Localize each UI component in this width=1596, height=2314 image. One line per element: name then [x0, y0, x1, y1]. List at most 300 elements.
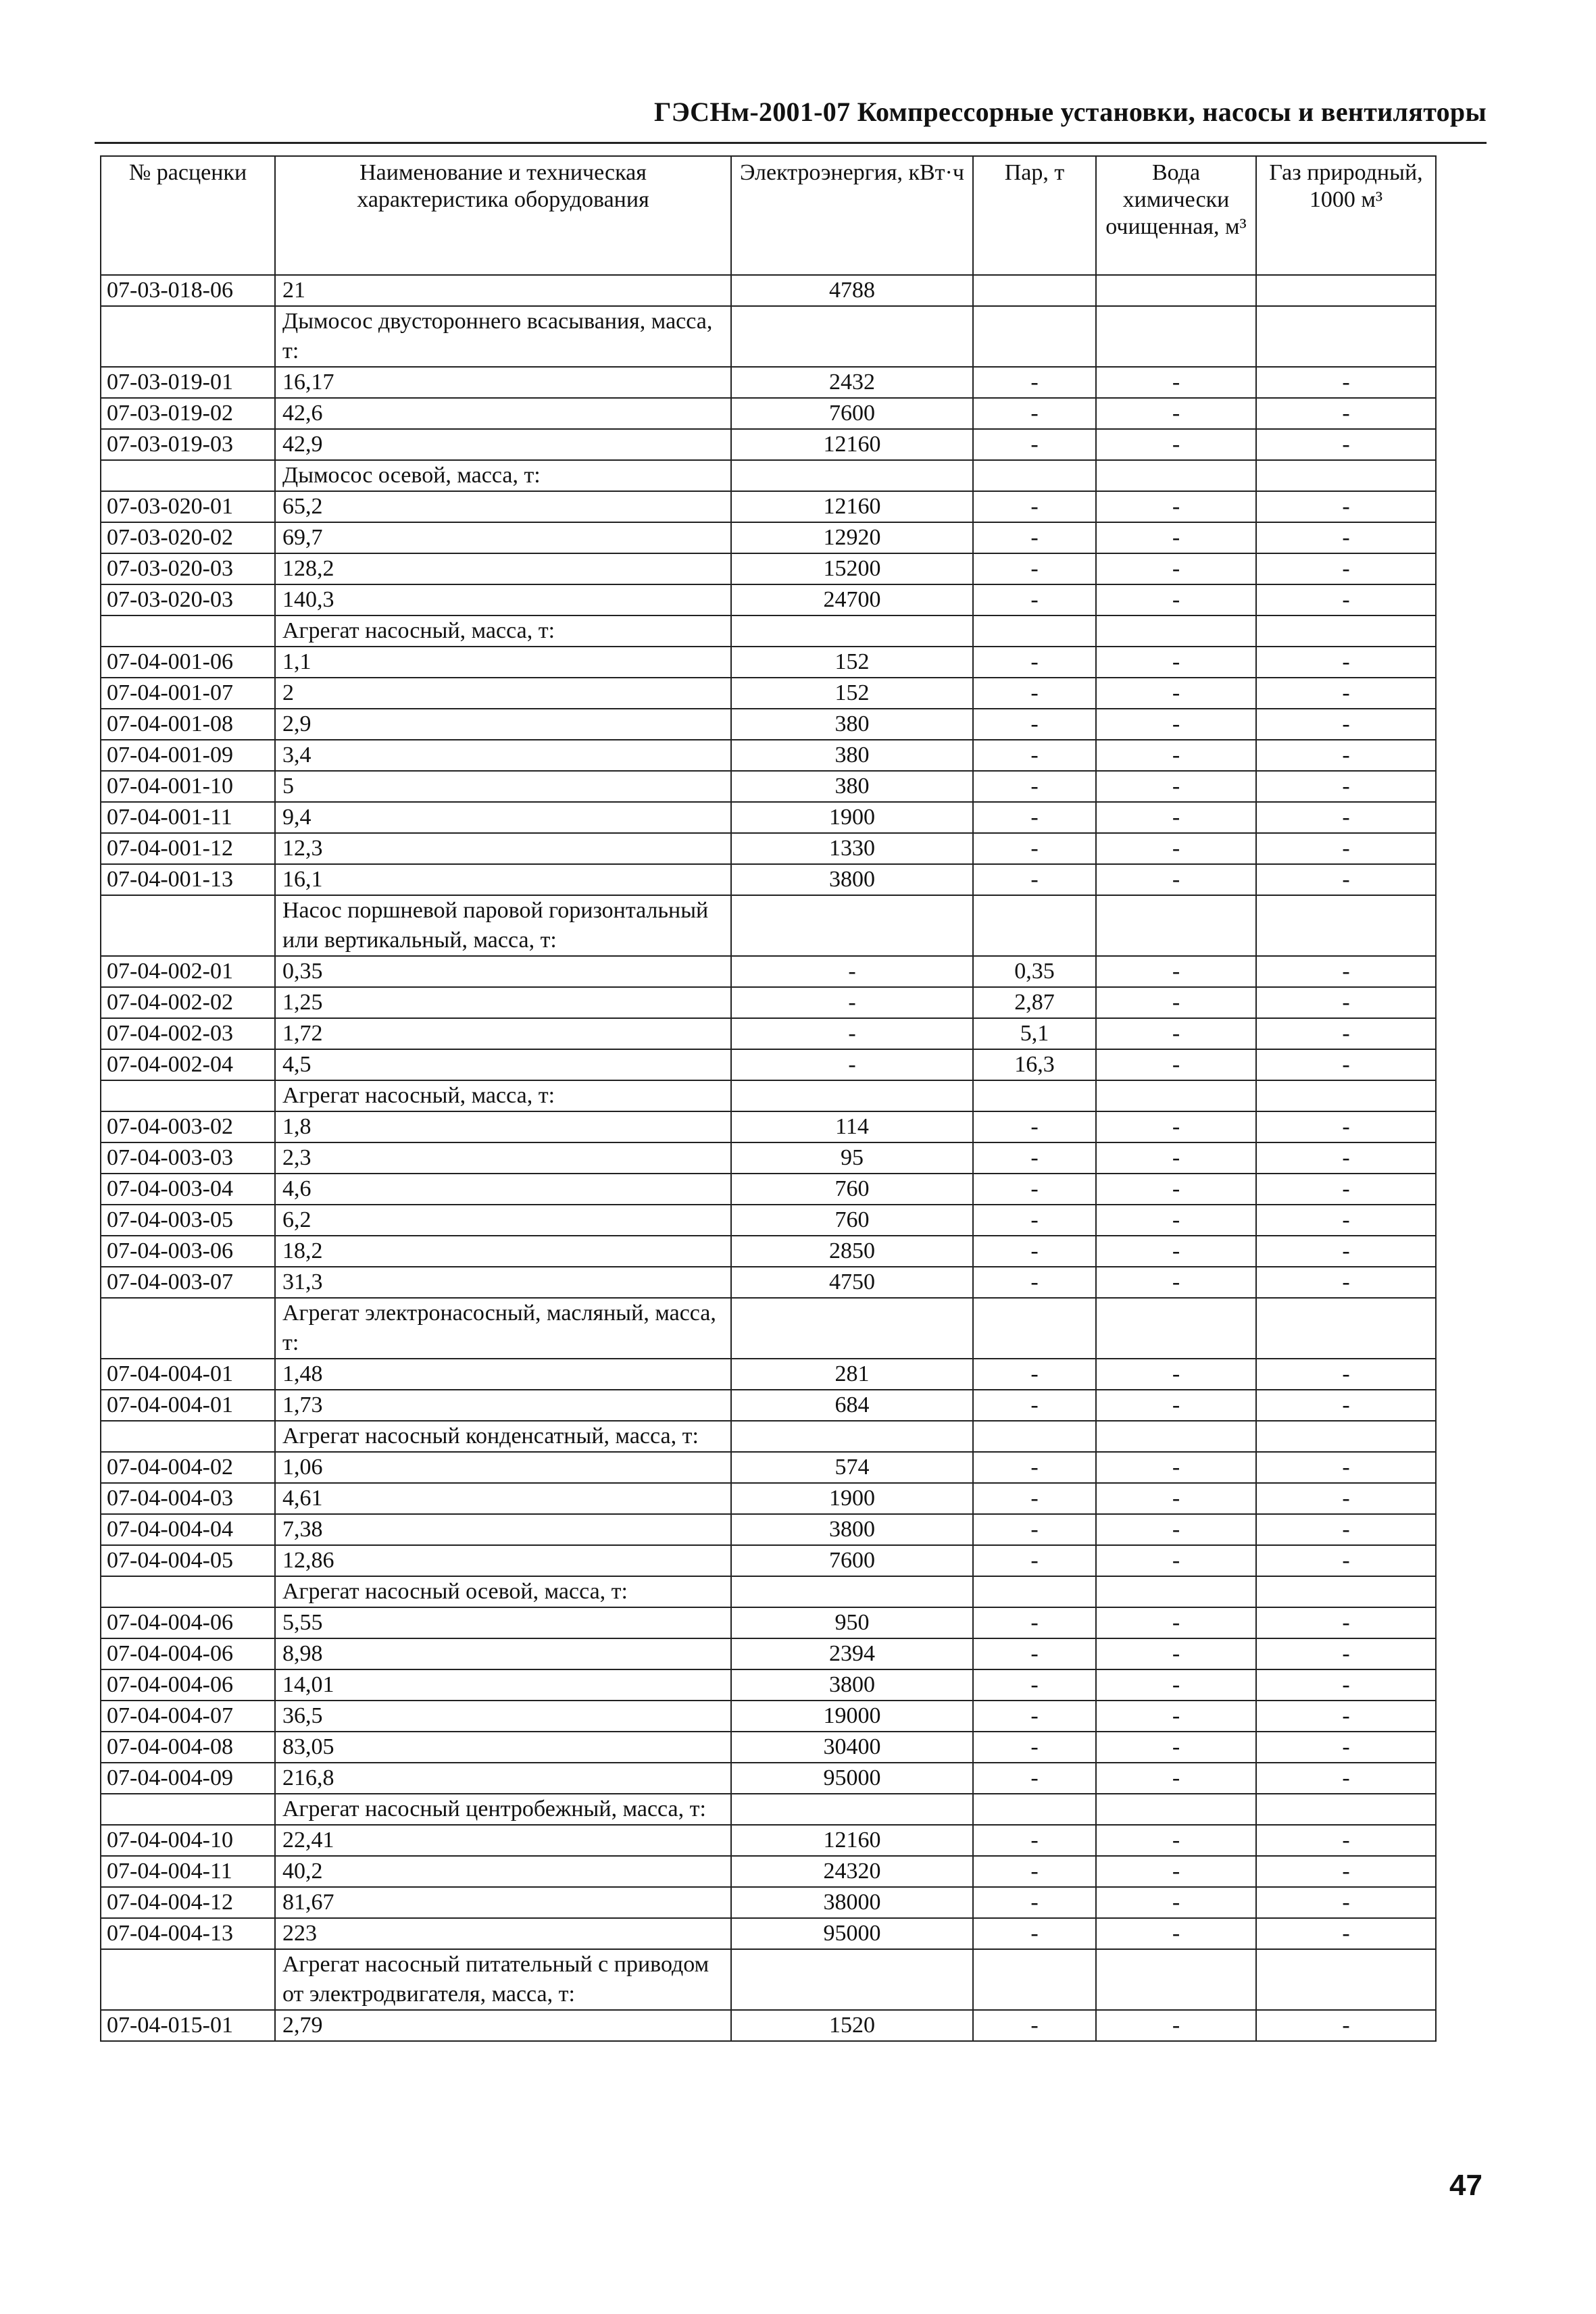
table-row: [101, 491, 1436, 522]
row-code: 07-04-004-05: [101, 1545, 275, 1576]
row-code: 07-04-003-04: [101, 1174, 275, 1205]
table-row: [101, 1887, 1436, 1918]
row-steam: -: [973, 709, 1096, 740]
table-row: [101, 1918, 1436, 1949]
row-characteristic: 1,06: [275, 1452, 731, 1483]
row-steam: -: [973, 367, 1096, 398]
row-electricity: [731, 1080, 973, 1111]
row-gas: [1256, 275, 1436, 306]
row-water: -: [1096, 1111, 1256, 1142]
row-electricity: 380: [731, 709, 973, 740]
table-row: [101, 1236, 1436, 1267]
row-gas: -: [1256, 1359, 1436, 1390]
row-water: -: [1096, 1452, 1256, 1483]
row-gas: [1256, 1949, 1436, 2010]
row-code: 07-03-019-03: [101, 429, 275, 460]
row-electricity: 12920: [731, 522, 973, 553]
row-electricity: -: [731, 1049, 973, 1080]
row-steam: [973, 1080, 1096, 1111]
row-code: 07-04-002-02: [101, 987, 275, 1018]
row-gas: [1256, 615, 1436, 647]
row-steam: -: [973, 1856, 1096, 1887]
row-steam: -: [973, 522, 1096, 553]
row-characteristic: 0,35: [275, 956, 731, 987]
group-title: Насос поршневой паровой горизонтальный или вертикальный, масса, т:: [275, 895, 731, 956]
row-electricity: 15200: [731, 553, 973, 584]
row-code: 07-04-004-01: [101, 1359, 275, 1390]
row-code: 07-04-002-01: [101, 956, 275, 987]
row-characteristic: 4,6: [275, 1174, 731, 1205]
row-code: 07-04-001-07: [101, 678, 275, 709]
row-gas: [1256, 895, 1436, 956]
table-row: [101, 1111, 1436, 1142]
row-electricity: 1330: [731, 833, 973, 864]
row-code: 07-04-015-01: [101, 2010, 275, 2041]
row-code: 07-04-001-11: [101, 802, 275, 833]
row-code: 07-04-004-09: [101, 1763, 275, 1794]
group-row: [101, 460, 1436, 491]
row-electricity: [731, 460, 973, 491]
row-gas: -: [1256, 553, 1436, 584]
row-code: 07-04-002-04: [101, 1049, 275, 1080]
row-steam: -: [973, 1267, 1096, 1298]
group-title: Агрегат электронасосный, масляный, масса, т:: [275, 1298, 731, 1359]
table-row: [101, 1514, 1436, 1545]
table-row: [101, 802, 1436, 833]
row-steam: [973, 1576, 1096, 1607]
row-electricity: 1520: [731, 2010, 973, 2041]
row-gas: -: [1256, 1856, 1436, 1887]
row-gas: -: [1256, 1825, 1436, 1856]
row-water: -: [1096, 1545, 1256, 1576]
row-characteristic: 5,55: [275, 1607, 731, 1638]
row-gas: [1256, 1298, 1436, 1359]
row-code: 07-04-004-03: [101, 1483, 275, 1514]
page-title: ГЭСНм-2001-07 Компрессорные установки, насосы и вентиляторы: [654, 97, 1487, 127]
row-characteristic: 2,9: [275, 709, 731, 740]
row-characteristic: 65,2: [275, 491, 731, 522]
table-row: [101, 771, 1436, 802]
row-gas: -: [1256, 1669, 1436, 1701]
row-water: -: [1096, 1825, 1256, 1856]
row-electricity: 114: [731, 1111, 973, 1142]
table-row: [101, 1701, 1436, 1732]
row-water: -: [1096, 1887, 1256, 1918]
group-row: [101, 1949, 1436, 2010]
row-gas: -: [1256, 584, 1436, 615]
row-gas: -: [1256, 709, 1436, 740]
row-electricity: 574: [731, 1452, 973, 1483]
row-steam: -: [973, 1142, 1096, 1174]
row-characteristic: 21: [275, 275, 731, 306]
row-water: -: [1096, 1669, 1256, 1701]
table-row: [101, 2010, 1436, 2041]
row-steam: -: [973, 1483, 1096, 1514]
row-characteristic: 5: [275, 771, 731, 802]
row-code: 07-04-004-07: [101, 1701, 275, 1732]
page-number: 47: [1449, 2169, 1482, 2202]
table-row: [101, 647, 1436, 678]
row-gas: -: [1256, 1514, 1436, 1545]
row-code: 07-04-004-10: [101, 1825, 275, 1856]
table-row: [101, 398, 1436, 429]
row-electricity: [731, 306, 973, 367]
table-row: [101, 1174, 1436, 1205]
table-row: [101, 367, 1436, 398]
row-steam: -: [973, 1205, 1096, 1236]
row-steam: 16,3: [973, 1049, 1096, 1080]
row-water: [1096, 1298, 1256, 1359]
row-steam: -: [973, 802, 1096, 833]
row-water: [1096, 275, 1256, 306]
row-gas: -: [1256, 740, 1436, 771]
row-water: -: [1096, 1205, 1256, 1236]
row-steam: -: [973, 2010, 1096, 2041]
table-row: [101, 1607, 1436, 1638]
group-row: [101, 1298, 1436, 1359]
row-water: [1096, 895, 1256, 956]
row-electricity: 4750: [731, 1267, 973, 1298]
group-title: Агрегат насосный, масса, т:: [275, 1080, 731, 1111]
row-code: 07-03-020-03: [101, 553, 275, 584]
table-row: [101, 1359, 1436, 1390]
group-title: Агрегат насосный осевой, масса, т:: [275, 1576, 731, 1607]
page-header: [95, 93, 1487, 144]
table-row: [101, 429, 1436, 460]
row-characteristic: 69,7: [275, 522, 731, 553]
row-electricity: 2850: [731, 1236, 973, 1267]
row-water: -: [1096, 429, 1256, 460]
row-code: 07-04-004-06: [101, 1669, 275, 1701]
row-water: -: [1096, 1390, 1256, 1421]
row-code: 07-03-020-03: [101, 584, 275, 615]
row-steam: -: [973, 1918, 1096, 1949]
row-gas: -: [1256, 1267, 1436, 1298]
column-header-code: № расценки: [101, 156, 275, 275]
row-gas: [1256, 1080, 1436, 1111]
row-characteristic: 16,17: [275, 367, 731, 398]
row-code: [101, 1949, 275, 2010]
row-code: 07-03-020-01: [101, 491, 275, 522]
row-electricity: 95: [731, 1142, 973, 1174]
table-row: [101, 1483, 1436, 1514]
row-water: -: [1096, 1607, 1256, 1638]
row-steam: -: [973, 1669, 1096, 1701]
table-row: [101, 1545, 1436, 1576]
row-water: -: [1096, 1267, 1256, 1298]
row-water: -: [1096, 1174, 1256, 1205]
row-water: [1096, 1576, 1256, 1607]
row-code: 07-04-004-06: [101, 1607, 275, 1638]
row-steam: -: [973, 491, 1096, 522]
row-code: [101, 1298, 275, 1359]
row-electricity: 380: [731, 740, 973, 771]
row-electricity: 12160: [731, 429, 973, 460]
table-header: [101, 156, 1436, 275]
column-header-water: Вода химически очищенная, м³: [1096, 156, 1256, 275]
row-steam: [973, 895, 1096, 956]
row-water: -: [1096, 491, 1256, 522]
row-water: [1096, 615, 1256, 647]
row-electricity: [731, 895, 973, 956]
group-row: [101, 1421, 1436, 1452]
table-row: [101, 275, 1436, 306]
row-characteristic: 1,1: [275, 647, 731, 678]
row-electricity: [731, 1421, 973, 1452]
group-row: [101, 306, 1436, 367]
row-code: [101, 1080, 275, 1111]
group-row: [101, 1080, 1436, 1111]
table-row: [101, 1452, 1436, 1483]
group-row: [101, 1576, 1436, 1607]
row-code: [101, 1421, 275, 1452]
table-row: [101, 956, 1436, 987]
row-electricity: 30400: [731, 1732, 973, 1763]
row-electricity: 95000: [731, 1763, 973, 1794]
row-electricity: 7600: [731, 1545, 973, 1576]
row-water: -: [1096, 1049, 1256, 1080]
row-electricity: 2394: [731, 1638, 973, 1669]
row-steam: [973, 306, 1096, 367]
row-gas: -: [1256, 398, 1436, 429]
row-code: 07-04-004-11: [101, 1856, 275, 1887]
row-water: -: [1096, 802, 1256, 833]
row-water: -: [1096, 709, 1256, 740]
row-steam: -: [973, 771, 1096, 802]
row-code: 07-04-003-02: [101, 1111, 275, 1142]
table-row: [101, 1267, 1436, 1298]
row-steam: -: [973, 1825, 1096, 1856]
row-characteristic: 2,79: [275, 2010, 731, 2041]
group-title: Дымосос двустороннего всасывания, масса, т:: [275, 306, 731, 367]
row-steam: -: [973, 1111, 1096, 1142]
table-row: [101, 709, 1436, 740]
row-water: -: [1096, 398, 1256, 429]
row-steam: [973, 615, 1096, 647]
row-gas: -: [1256, 802, 1436, 833]
row-electricity: [731, 1298, 973, 1359]
table-row: [101, 1732, 1436, 1763]
row-code: 07-04-001-09: [101, 740, 275, 771]
row-code: [101, 306, 275, 367]
table-row: [101, 522, 1436, 553]
row-code: 07-03-019-01: [101, 367, 275, 398]
row-characteristic: 42,6: [275, 398, 731, 429]
row-electricity: 1900: [731, 1483, 973, 1514]
row-code: [101, 615, 275, 647]
row-electricity: 3800: [731, 864, 973, 895]
row-code: 07-04-003-03: [101, 1142, 275, 1174]
row-code: 07-04-004-12: [101, 1887, 275, 1918]
row-steam: -: [973, 833, 1096, 864]
row-gas: -: [1256, 1607, 1436, 1638]
row-code: 07-04-001-10: [101, 771, 275, 802]
row-steam: -: [973, 678, 1096, 709]
row-gas: -: [1256, 1390, 1436, 1421]
row-steam: -: [973, 398, 1096, 429]
row-water: -: [1096, 1514, 1256, 1545]
table-row: [101, 833, 1436, 864]
column-header-gas: Газ природный, 1000 м³: [1256, 156, 1436, 275]
row-water: -: [1096, 1701, 1256, 1732]
row-characteristic: 4,61: [275, 1483, 731, 1514]
row-gas: -: [1256, 956, 1436, 987]
row-gas: -: [1256, 1174, 1436, 1205]
row-code: 07-04-001-06: [101, 647, 275, 678]
row-steam: -: [973, 584, 1096, 615]
row-gas: -: [1256, 367, 1436, 398]
row-water: -: [1096, 1483, 1256, 1514]
row-electricity: 684: [731, 1390, 973, 1421]
row-gas: -: [1256, 1701, 1436, 1732]
table-row: [101, 553, 1436, 584]
row-code: [101, 460, 275, 491]
row-water: -: [1096, 956, 1256, 987]
table-row: [101, 678, 1436, 709]
row-water: -: [1096, 367, 1256, 398]
group-title: Агрегат насосный питательный с приводом от электродвигателя, масса, т:: [275, 1949, 731, 2010]
row-steam: [973, 1949, 1096, 2010]
row-gas: -: [1256, 429, 1436, 460]
row-gas: -: [1256, 647, 1436, 678]
row-electricity: 24320: [731, 1856, 973, 1887]
row-water: [1096, 306, 1256, 367]
row-gas: -: [1256, 1918, 1436, 1949]
row-gas: -: [1256, 1763, 1436, 1794]
row-electricity: 38000: [731, 1887, 973, 1918]
row-characteristic: 42,9: [275, 429, 731, 460]
row-characteristic: 36,5: [275, 1701, 731, 1732]
row-electricity: 950: [731, 1607, 973, 1638]
row-steam: [973, 1421, 1096, 1452]
column-header-steam: Пар, т: [973, 156, 1096, 275]
row-characteristic: 16,1: [275, 864, 731, 895]
row-water: -: [1096, 1359, 1256, 1390]
row-code: 07-04-004-13: [101, 1918, 275, 1949]
row-water: [1096, 1421, 1256, 1452]
row-electricity: 1900: [731, 802, 973, 833]
row-electricity: [731, 1794, 973, 1825]
group-row: [101, 1794, 1436, 1825]
row-characteristic: 22,41: [275, 1825, 731, 1856]
table-row: [101, 987, 1436, 1018]
row-gas: -: [1256, 864, 1436, 895]
row-code: 07-03-018-06: [101, 275, 275, 306]
row-code: 07-03-019-02: [101, 398, 275, 429]
row-gas: -: [1256, 1887, 1436, 1918]
row-water: -: [1096, 584, 1256, 615]
row-characteristic: 128,2: [275, 553, 731, 584]
row-steam: -: [973, 740, 1096, 771]
row-electricity: -: [731, 1018, 973, 1049]
row-water: -: [1096, 1918, 1256, 1949]
row-steam: 2,87: [973, 987, 1096, 1018]
row-water: -: [1096, 1856, 1256, 1887]
row-gas: [1256, 1794, 1436, 1825]
row-water: [1096, 460, 1256, 491]
group-title: Агрегат насосный центробежный, масса, т:: [275, 1794, 731, 1825]
row-characteristic: 216,8: [275, 1763, 731, 1794]
row-characteristic: 9,4: [275, 802, 731, 833]
row-gas: -: [1256, 771, 1436, 802]
row-electricity: 24700: [731, 584, 973, 615]
row-code: 07-04-004-08: [101, 1732, 275, 1763]
row-electricity: 12160: [731, 1825, 973, 1856]
row-gas: [1256, 306, 1436, 367]
row-steam: -: [973, 1763, 1096, 1794]
row-electricity: [731, 615, 973, 647]
row-code: 07-04-001-08: [101, 709, 275, 740]
table-row: [101, 1638, 1436, 1669]
group-row: [101, 615, 1436, 647]
row-gas: -: [1256, 678, 1436, 709]
row-code: 07-04-003-06: [101, 1236, 275, 1267]
row-gas: -: [1256, 1205, 1436, 1236]
row-code: [101, 1794, 275, 1825]
row-code: 07-04-001-12: [101, 833, 275, 864]
row-steam: [973, 1794, 1096, 1825]
row-steam: 0,35: [973, 956, 1096, 987]
row-water: -: [1096, 864, 1256, 895]
row-water: [1096, 1794, 1256, 1825]
row-characteristic: 1,73: [275, 1390, 731, 1421]
group-title: Агрегат насосный, масса, т:: [275, 615, 731, 647]
row-water: -: [1096, 1638, 1256, 1669]
group-row: [101, 895, 1436, 956]
row-steam: -: [973, 1390, 1096, 1421]
row-characteristic: 14,01: [275, 1669, 731, 1701]
row-steam: [973, 460, 1096, 491]
table-row: [101, 1205, 1436, 1236]
row-electricity: 3800: [731, 1669, 973, 1701]
row-steam: -: [973, 647, 1096, 678]
row-code: 07-04-004-02: [101, 1452, 275, 1483]
row-characteristic: 40,2: [275, 1856, 731, 1887]
row-steam: [973, 275, 1096, 306]
row-gas: -: [1256, 1732, 1436, 1763]
row-electricity: 760: [731, 1205, 973, 1236]
row-electricity: 281: [731, 1359, 973, 1390]
row-characteristic: 3,4: [275, 740, 731, 771]
row-code: 07-04-002-03: [101, 1018, 275, 1049]
row-electricity: 152: [731, 678, 973, 709]
table-row: [101, 1669, 1436, 1701]
row-gas: [1256, 460, 1436, 491]
row-characteristic: 31,3: [275, 1267, 731, 1298]
row-gas: -: [1256, 1638, 1436, 1669]
row-characteristic: 1,72: [275, 1018, 731, 1049]
row-water: -: [1096, 987, 1256, 1018]
row-steam: -: [973, 1545, 1096, 1576]
row-characteristic: 81,67: [275, 1887, 731, 1918]
row-code: 07-04-003-07: [101, 1267, 275, 1298]
table-row: [101, 864, 1436, 895]
row-water: -: [1096, 740, 1256, 771]
row-code: 07-03-020-02: [101, 522, 275, 553]
row-steam: -: [973, 1236, 1096, 1267]
row-electricity: 3800: [731, 1514, 973, 1545]
row-steam: -: [973, 1701, 1096, 1732]
table-row: [101, 1390, 1436, 1421]
row-gas: -: [1256, 1049, 1436, 1080]
row-electricity: -: [731, 987, 973, 1018]
row-gas: [1256, 1576, 1436, 1607]
row-characteristic: 83,05: [275, 1732, 731, 1763]
row-characteristic: 12,86: [275, 1545, 731, 1576]
row-electricity: 12160: [731, 491, 973, 522]
row-gas: -: [1256, 1111, 1436, 1142]
table-row: [101, 1763, 1436, 1794]
